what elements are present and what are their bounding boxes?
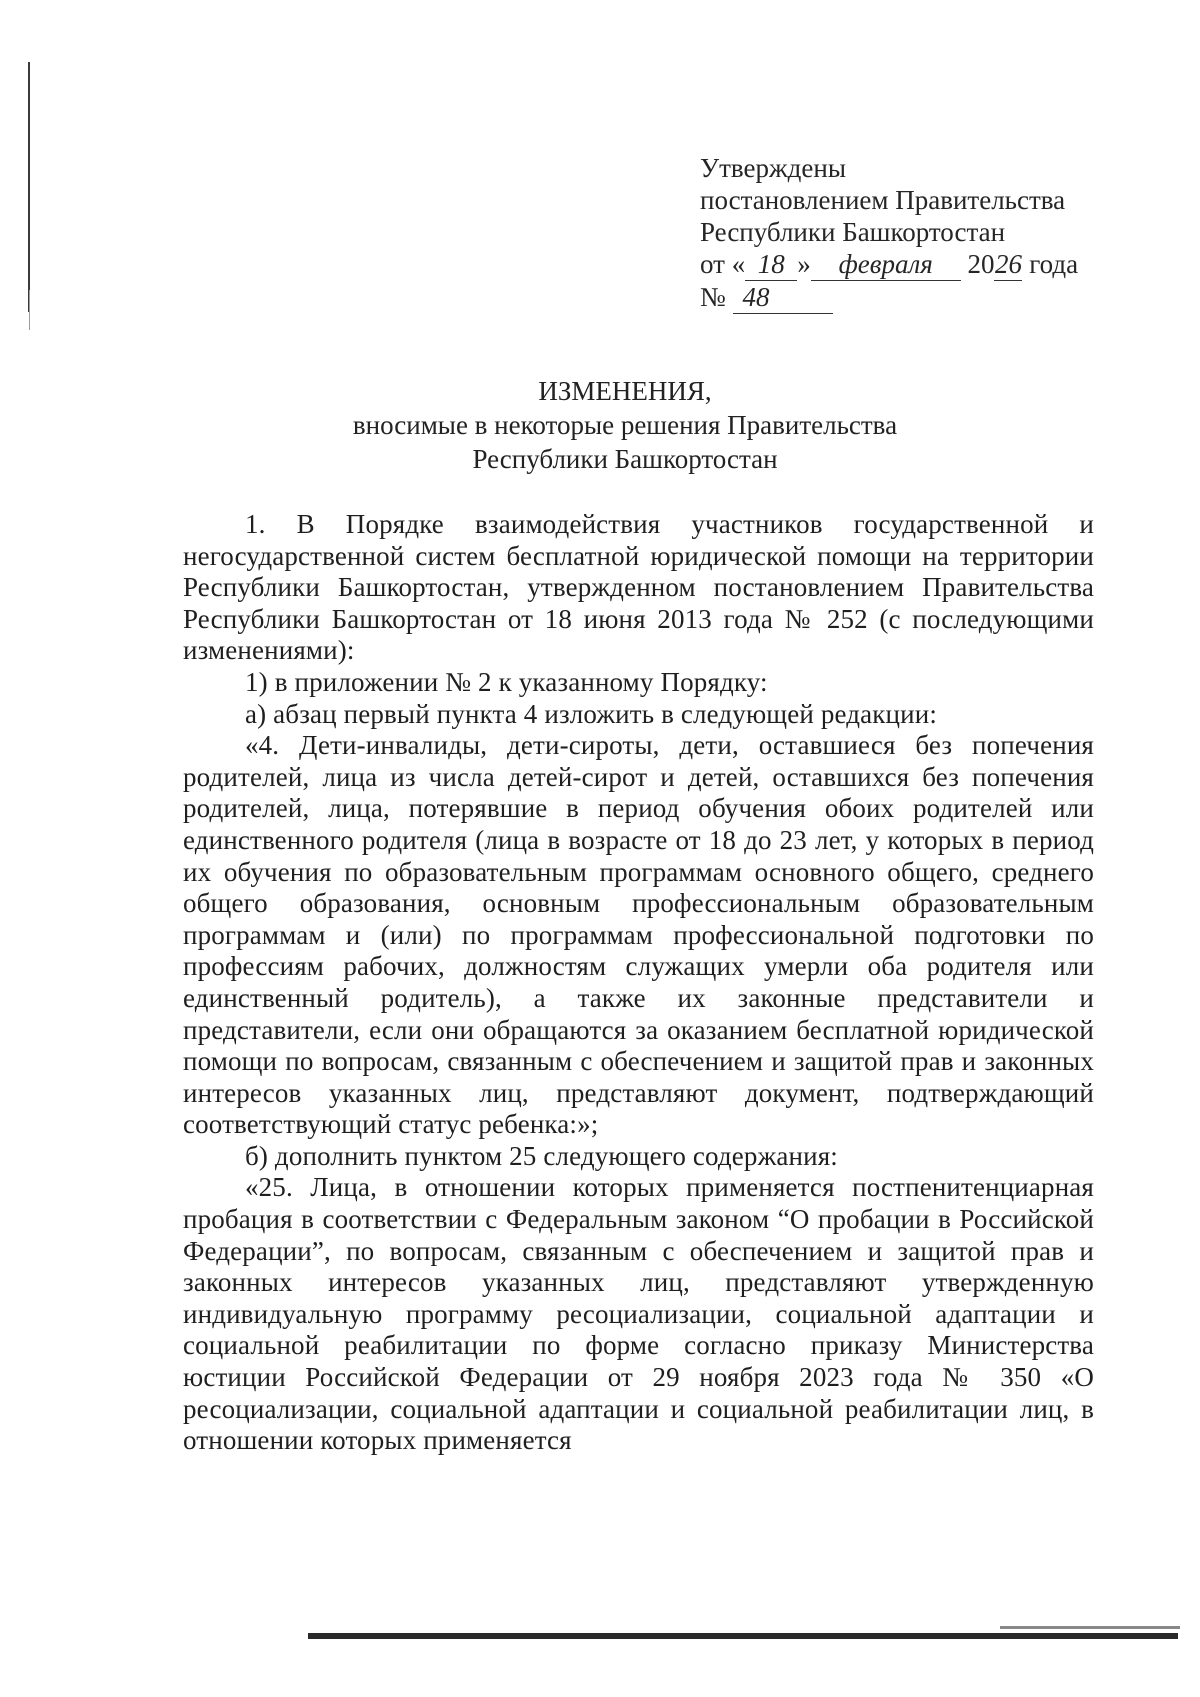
number-prefix: № bbox=[700, 282, 726, 312]
paragraph-6: «25. Лица, в отношении которых применяется постпенитенциарная пробация в соответствии с Федеральным законом “О пробации в Российской Федерации”, по вопросам, связанным с обеспечением и защитой прав и законных интересов указанных лиц, представляют утвержденную индивидуальную программу ресоциализации, социальной адаптации и социальной реабилитации по форме согласно приказу Министерства юстиции Российской Федерации от 29 ноября 2023 года № 350 «О ресоциализации, социальной адаптации и социальной реабилитации лиц, в отношении которых применяется bbox=[183, 1172, 1094, 1456]
paragraph-1: 1. В Порядке взаимодействия участников государственной и негосударственной систем бесплатной юридической помощи на территории Республики Башкортостан, утвержденном постановлением Правительства Республики Башкортостан от 18 июня 2013 года № 252 (с последующими изменениями): bbox=[183, 509, 1094, 666]
paragraph-5: б) дополнить пунктом 25 следующего содержания: bbox=[245, 1140, 838, 1171]
document-title bbox=[175, 374, 1075, 476]
date-year-field: 26 bbox=[994, 249, 1022, 279]
approval-line-1: Утверждены bbox=[700, 153, 846, 183]
date-suffix: года bbox=[1029, 249, 1079, 279]
date-month-field: февраля bbox=[811, 248, 961, 281]
title-line-3: Республики Башкортостан bbox=[472, 444, 778, 474]
date-mid: » bbox=[797, 249, 811, 279]
approval-line-3: Республики Башкортостан bbox=[700, 217, 1006, 247]
paragraph-2: 1) в приложении № 2 к указанному Порядку: bbox=[245, 666, 768, 697]
scan-bottom-edge-faint bbox=[1000, 1626, 1180, 1629]
approval-date-line bbox=[700, 248, 1078, 281]
date-year-prefix: 20 bbox=[967, 249, 995, 279]
date-prefix: от « bbox=[700, 249, 746, 279]
number-field: 48 bbox=[733, 281, 833, 314]
approval-block bbox=[700, 152, 1078, 314]
paragraph-3: а) абзац первый пункта 4 изложить в следующей редакции: bbox=[245, 698, 938, 729]
approval-number-line bbox=[700, 281, 1078, 314]
document-body bbox=[183, 509, 1094, 1457]
binding-margin-line-faint bbox=[29, 290, 30, 330]
date-day-field: 18 bbox=[745, 248, 797, 281]
approval-line-2: постановлением Правительства bbox=[700, 185, 1066, 215]
title-line-1: ИЗМЕНЕНИЯ, bbox=[538, 376, 712, 406]
title-line-2: вносимые в некоторые решения Правительства bbox=[352, 410, 898, 440]
paragraph-4: «4. Дети-инвалиды, дети-сироты, дети, оставшиеся без попечения родителей, лица из числа детей-сирот и детей, оставшихся без попечения родителей, лица, потерявшие в период обучения обоих родителей или единственного родителя (лица в возрасте от 18 до 23 лет, у которых в период их обучения по образовательным программам основного общего, среднего общего образования, основным профессиональным образовательным программам и (или) по программам профессиональной подготовки по профессиям рабочих, должностям служащих умерли оба родителя или единственный родитель), а также их законные представители и представители, если они обращаются за оказанием бесплатной юридической помощи по вопросам, связанным с обеспечением и защитой прав и законных интересов указанных лиц, представляют документ, подтверждающий соответствующий статус ребенка:»; bbox=[183, 730, 1094, 1140]
binding-margin-line bbox=[28, 62, 30, 312]
scan-bottom-edge bbox=[308, 1633, 1178, 1639]
